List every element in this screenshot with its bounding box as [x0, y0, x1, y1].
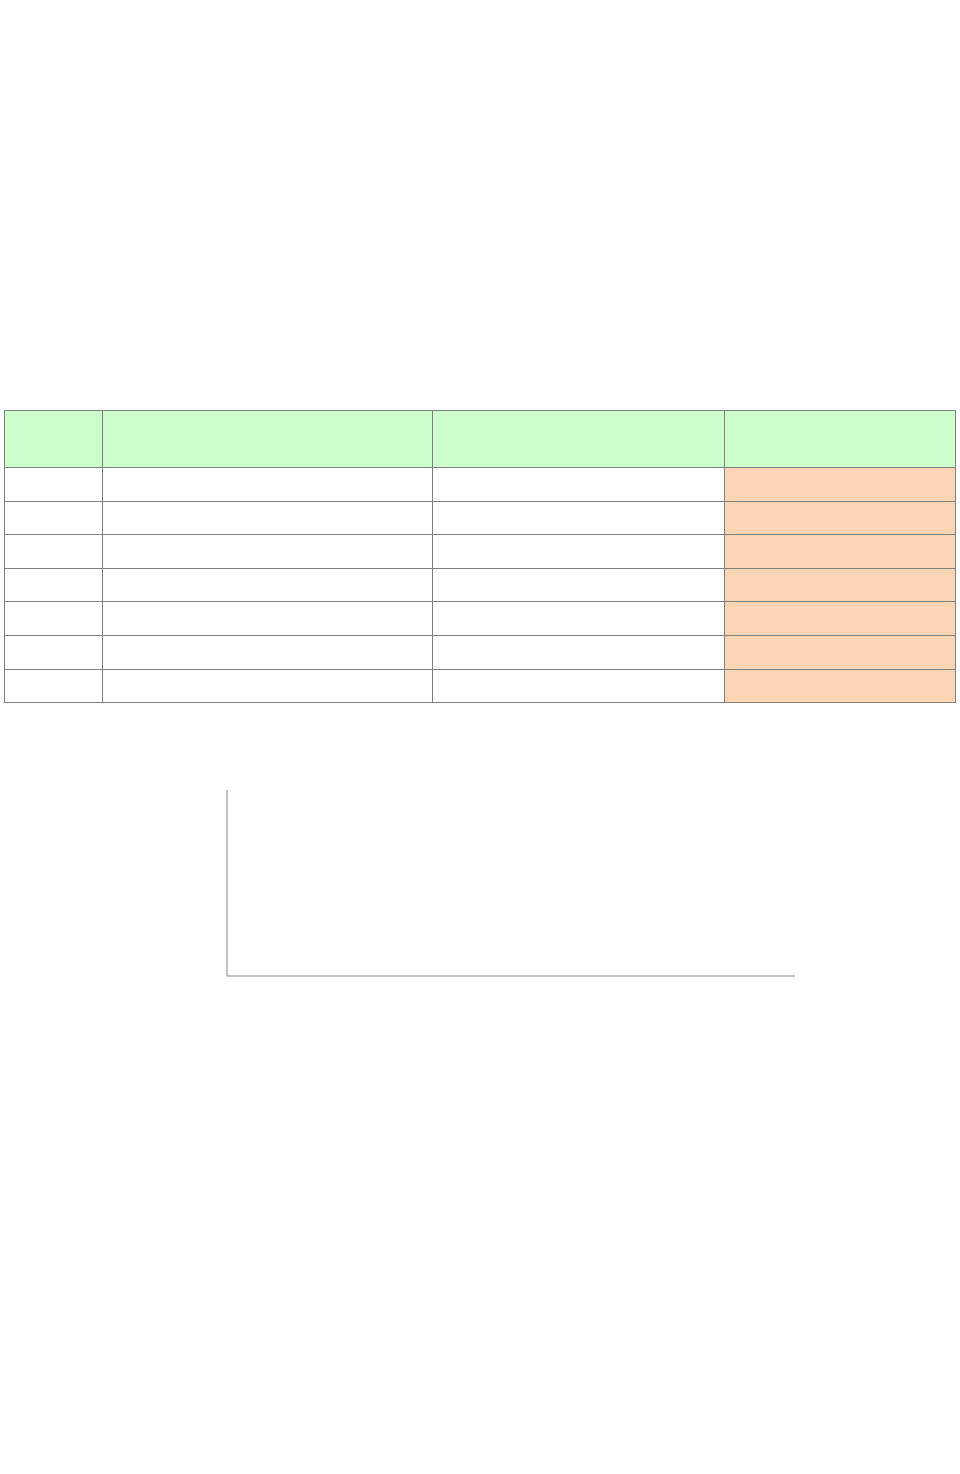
- cell-year: [5, 669, 103, 703]
- cell-0-14: [432, 635, 725, 669]
- table-header-year: [5, 411, 103, 468]
- cell-0-14: [432, 568, 725, 602]
- table-header-row: [5, 411, 956, 468]
- cell-0-14: [432, 535, 725, 569]
- table-header-0-14: [432, 411, 725, 468]
- cell-year: [5, 635, 103, 669]
- cell-aging-index: [725, 501, 956, 535]
- pie-chart-men: [590, 26, 760, 196]
- cell-over-65: [102, 568, 432, 602]
- cell-year: [5, 568, 103, 602]
- cell-over-65: [102, 535, 432, 569]
- aging-index-table: [4, 410, 956, 703]
- table-row: [5, 468, 956, 502]
- table-row: [5, 568, 956, 602]
- cell-0-14: [432, 602, 725, 636]
- table-header-over-65: [102, 411, 432, 468]
- cell-over-65: [102, 468, 432, 502]
- cell-aging-index: [725, 468, 956, 502]
- table-row: [5, 669, 956, 703]
- paragraph-aging-index: [4, 1042, 939, 1068]
- cell-aging-index: [725, 535, 956, 569]
- cell-0-14: [432, 501, 725, 535]
- table-row: [5, 635, 956, 669]
- cell-over-65: [102, 501, 432, 535]
- cell-aging-index: [725, 568, 956, 602]
- pie-chart-women: [140, 28, 310, 198]
- cell-over-65: [102, 669, 432, 703]
- table-row: [5, 535, 956, 569]
- table-header-aging-index: [725, 411, 956, 468]
- aging-index-bar-chart: [0, 720, 960, 1020]
- cell-over-65: [102, 635, 432, 669]
- cell-aging-index: [725, 602, 956, 636]
- cell-aging-index: [725, 635, 956, 669]
- cell-year: [5, 602, 103, 636]
- cell-over-65: [102, 602, 432, 636]
- cell-0-14: [432, 468, 725, 502]
- table-row: [5, 501, 956, 535]
- cell-aging-index: [725, 669, 956, 703]
- cell-year: [5, 468, 103, 502]
- cell-year: [5, 535, 103, 569]
- table-row: [5, 602, 956, 636]
- cell-0-14: [432, 669, 725, 703]
- cell-year: [5, 501, 103, 535]
